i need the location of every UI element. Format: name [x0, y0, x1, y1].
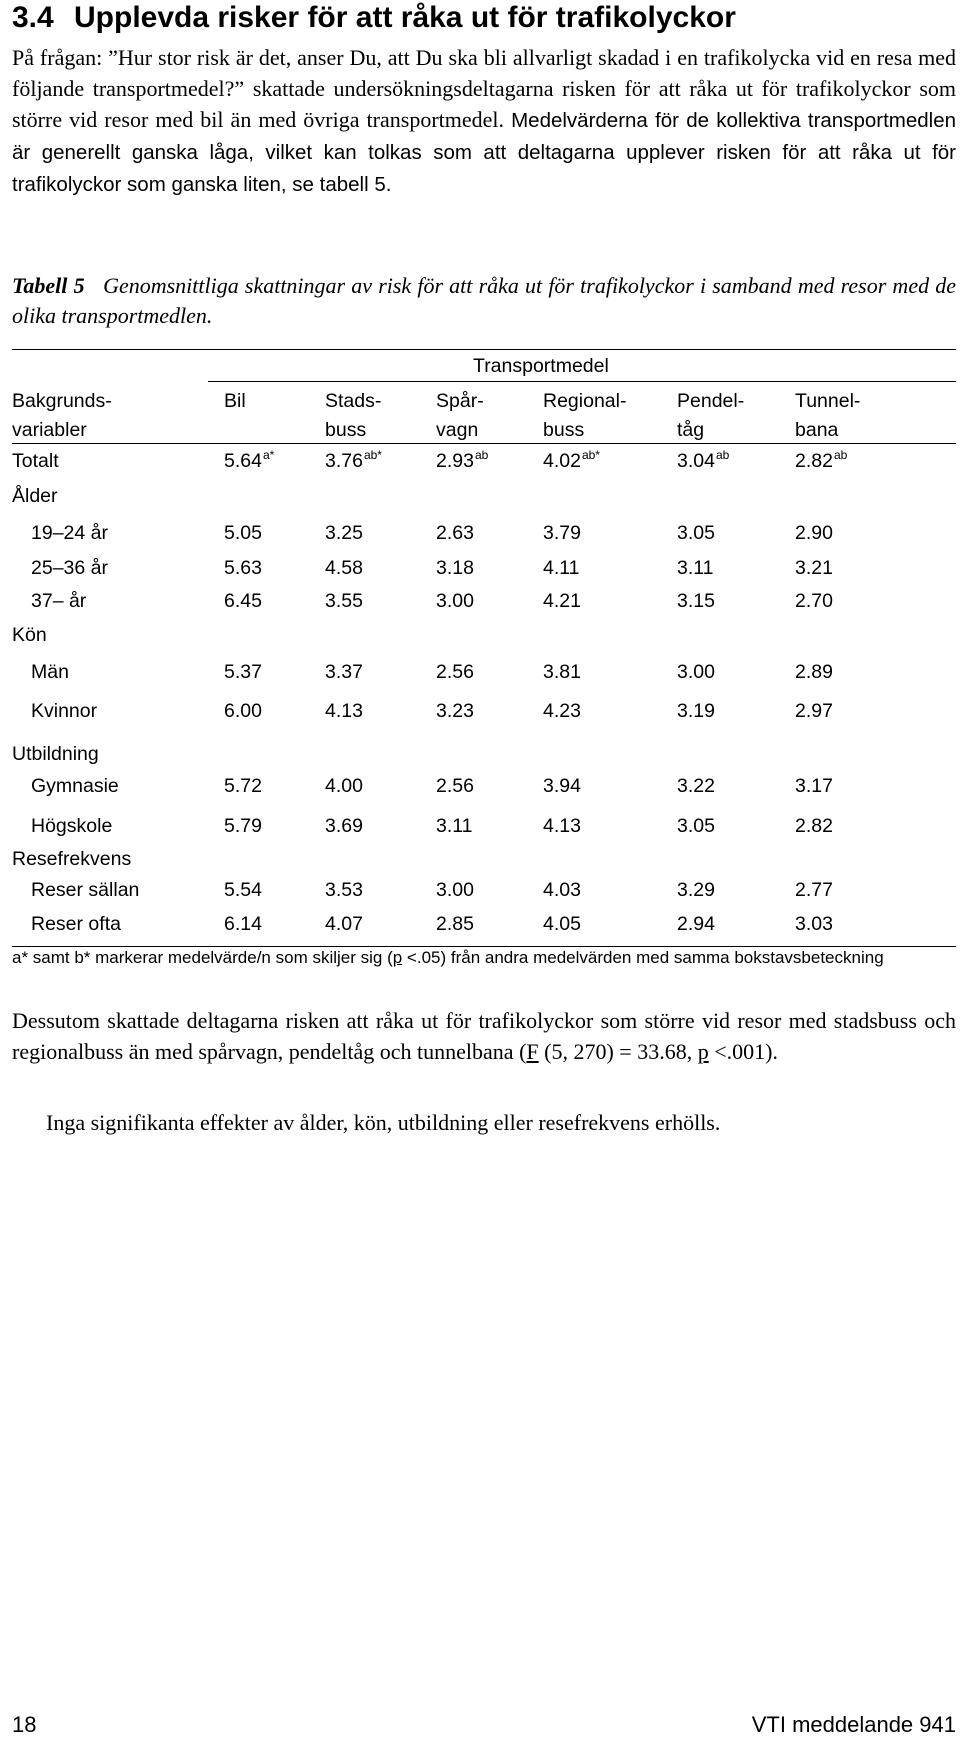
table-header-rule: [12, 443, 956, 444]
table-cell: 3.00: [436, 590, 474, 612]
row-header-line1: Bakgrunds-: [12, 390, 112, 412]
total-value-1: [325, 450, 382, 474]
table-cell: 2.82: [795, 815, 833, 837]
total-value-0: [224, 450, 274, 474]
table-cell: 2.56: [436, 775, 474, 797]
significance-mark: ab: [474, 448, 489, 462]
table-cell: 3.94: [543, 775, 581, 797]
column-header-3: Regional-: [543, 390, 627, 412]
footnote-pre: a* samt b* markerar medelvärde/n som skiljer sig (: [12, 948, 393, 967]
table-cell: 4.58: [325, 557, 363, 579]
column-header-1-line2: buss: [325, 419, 367, 441]
conclusion-p: p: [697, 1039, 709, 1064]
table-cell: 5.79: [224, 815, 262, 837]
table-cell: 3.37: [325, 661, 363, 683]
column-header-4: Pendel-: [677, 390, 745, 412]
total-value-number: 2.82: [795, 450, 833, 472]
table-cell: 3.81: [543, 661, 581, 683]
page-number: 18: [12, 1712, 37, 1737]
table-cell: 3.79: [543, 522, 581, 544]
publication-name: VTI meddelande 941: [751, 1712, 956, 1737]
table-cell: 4.21: [543, 590, 581, 612]
table-cell: 3.00: [677, 661, 715, 683]
significance-mark: a*: [262, 448, 275, 462]
footnote-post: <.05) från andra medelvärden med samma bokstavsbeteckning: [402, 948, 884, 967]
intro-sans-text: Medelvärderna för de kollektiva transportmedlen är generellt ganska låga, vilket kan tolkas som att deltagarna upplever risken för att råka ut för trafikolyckor som ganska liten, se tabell 5.: [12, 109, 957, 196]
total-value-number: 5.64: [224, 450, 262, 472]
row-label: 19–24 år: [31, 522, 108, 544]
table-cell: 3.11: [436, 815, 473, 837]
table-cell: 3.00: [436, 879, 474, 901]
intro-serif-text: På frågan: ”Hur stor risk är det, anser Du, att Du ska bli allvarligt skadad i en trafikolycka vid en resa med följande transportmedel?” skattade undersökningsdeltagarna risken för att råka ut för trafikolyckor som större vid resor med bil än med övriga transportmedel.: [12, 45, 956, 132]
column-header-1: Stads-: [325, 390, 382, 412]
section-number: 3.4: [12, 1, 54, 34]
table-cell: 3.11: [677, 557, 714, 579]
group-label-2: Utbildning: [12, 743, 99, 765]
table-cell: 3.18: [436, 557, 474, 579]
document-page: [12, 0, 956, 1742]
table-cell: 3.19: [677, 700, 715, 722]
column-header-2-line2: vagn: [436, 419, 479, 441]
significance-mark: ab*: [363, 448, 382, 462]
conclusion-f: F: [526, 1039, 539, 1064]
row-label: Högskole: [31, 815, 113, 837]
row-label: Reser sällan: [31, 879, 140, 901]
table-cell: 4.23: [543, 700, 581, 722]
table-cell: 3.21: [795, 557, 833, 579]
total-value-number: 4.02: [543, 450, 581, 472]
column-header-4-line2: tåg: [677, 419, 705, 441]
table-top-rule: [12, 349, 956, 350]
table-cell: 2.97: [795, 700, 833, 722]
row-header-line2: variabler: [12, 419, 87, 441]
row-label: 37– år: [31, 590, 87, 612]
table-cell: 4.13: [325, 700, 363, 722]
table-cell: 3.05: [677, 815, 715, 837]
row-label-totalt: Totalt: [12, 450, 59, 472]
footnote-p: p: [392, 948, 403, 967]
row-label: Gymnasie: [31, 775, 119, 797]
group-label-3: Resefrekvens: [12, 848, 132, 870]
table-cell: 4.13: [543, 815, 581, 837]
column-header-2: Spår-: [436, 390, 484, 412]
table-footnote: [12, 946, 956, 970]
table-cell: 4.05: [543, 913, 581, 935]
table-cell: 2.89: [795, 661, 833, 683]
group-label-1: Kön: [12, 624, 47, 646]
conclusion-end: <.001).: [708, 1039, 778, 1064]
total-value-number: 2.93: [436, 450, 474, 472]
table-cell: 3.29: [677, 879, 715, 901]
group-header-transportmedel: Transportmedel: [473, 355, 609, 377]
table-cell: 5.72: [224, 775, 262, 797]
conclusion-paragraph: [12, 1005, 956, 1067]
table-cell: 3.17: [795, 775, 833, 797]
table-cell: 5.54: [224, 879, 262, 901]
total-value-3: [543, 450, 600, 474]
table-cell: 3.05: [677, 522, 715, 544]
total-value-4: [677, 450, 729, 474]
table-cell: 2.63: [436, 522, 474, 544]
table-cell: 6.14: [224, 913, 262, 935]
table-cell: 2.90: [795, 522, 833, 544]
table-cell: 5.37: [224, 661, 262, 683]
table-cell: 5.63: [224, 557, 262, 579]
conclusion-text: Dessutom skattade deltagarna risken att råka ut för trafikolyckor som större vid resor med stadsbuss och regionalbuss än med spårvagn, pendeltåg och tunnelbana (: [12, 1008, 956, 1064]
conclusion-mid: (5, 270) = 33.68,: [538, 1039, 698, 1064]
significance-mark: ab: [715, 448, 730, 462]
table-caption-label: Tabell 5: [12, 273, 85, 298]
significance-mark: ab*: [581, 448, 600, 462]
conclusion-second-paragraph: Inga signifikanta effekter av ålder, kön, utbildning eller resefrekvens erhölls.: [46, 1110, 721, 1135]
table-cell: 6.45: [224, 590, 262, 612]
table-caption-text: Genomsnittliga skattningar av risk för att råka ut för trafikolyckor i samband med resor med de olika transportmedlen.: [12, 273, 957, 328]
table-cell: 3.22: [677, 775, 715, 797]
table-cell: 3.03: [795, 913, 833, 935]
table-cell: 3.15: [677, 590, 715, 612]
row-label: Kvinnor: [31, 700, 98, 722]
table-cell: 5.05: [224, 522, 262, 544]
row-label: Reser ofta: [31, 913, 121, 935]
table-cell: 2.70: [795, 590, 833, 612]
row-label: Män: [31, 661, 69, 683]
total-value-number: 3.76: [325, 450, 363, 472]
column-header-0: Bil: [224, 390, 246, 412]
table-cell: 4.00: [325, 775, 363, 797]
table-cell: 6.00: [224, 700, 262, 722]
table-cell: 2.56: [436, 661, 474, 683]
column-header-5-line2: bana: [795, 419, 839, 441]
table-cell: 2.85: [436, 913, 474, 935]
table-cell: 3.23: [436, 700, 474, 722]
significance-mark: ab: [833, 448, 848, 462]
section-heading: [12, 0, 952, 36]
total-value-2: [436, 450, 488, 474]
total-value-number: 3.04: [677, 450, 715, 472]
table-cell: 4.07: [325, 913, 363, 935]
table-caption: [12, 271, 956, 331]
table-cell: 3.25: [325, 522, 363, 544]
group-label-0: Ålder: [12, 485, 58, 507]
table-cell: 3.53: [325, 879, 363, 901]
table-cell: 3.55: [325, 590, 363, 612]
table-cell: 3.69: [325, 815, 363, 837]
column-header-3-line2: buss: [543, 419, 585, 441]
table-cell: 4.03: [543, 879, 581, 901]
total-value-5: [795, 450, 847, 474]
table-group-rule: [208, 381, 956, 382]
table-cell: 4.11: [543, 557, 580, 579]
table-cell: 2.77: [795, 879, 833, 901]
intro-paragraph: [12, 42, 956, 200]
section-title: Upplevda risker för att råka ut för trafikolyckor: [74, 1, 736, 34]
row-label: 25–36 år: [31, 557, 108, 579]
table-cell: 2.94: [677, 913, 715, 935]
column-header-5: Tunnel-: [795, 390, 861, 412]
